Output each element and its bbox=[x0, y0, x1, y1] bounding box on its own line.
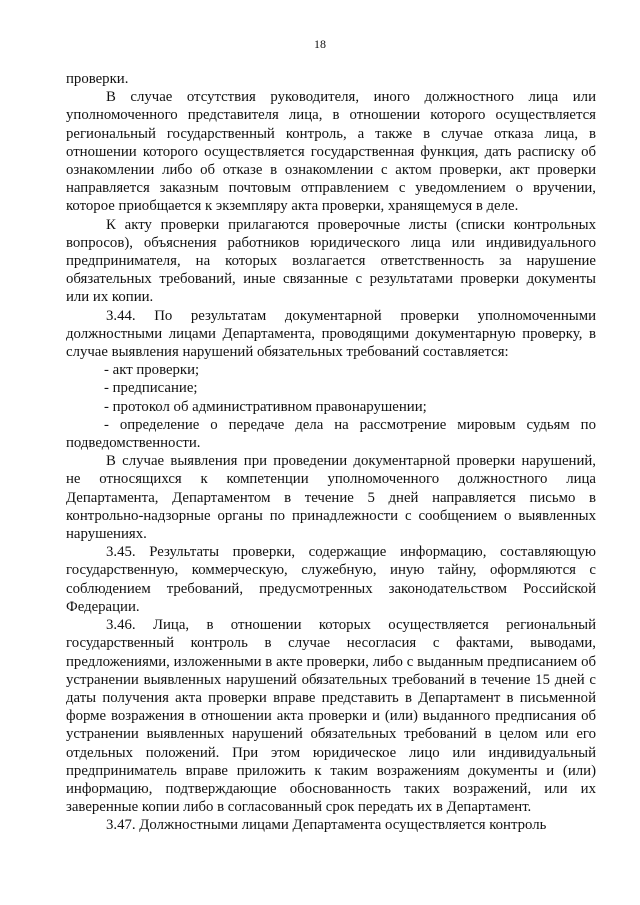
paragraph-absence-of-head: В случае отсутствия руководителя, иного должностного лица или уполномоченного представителя лица, в отношении которого осуществляется региональный государственный контроль, а также в случае отказа лица, в отношении которого осуществляется государственная функция, дать расписку об ознакомлении либо об отказе в ознакомлении с актом проверки, акт проверки направляется заказным почтовым отправлением с уведомлением о вручении, которое приобщается к экземпляру акта проверки, хранящемуся в деле. bbox=[66, 89, 596, 215]
list-item-order: - предписание; bbox=[104, 380, 198, 397]
document-body bbox=[66, 70, 596, 835]
list-item-act: - акт проверки; bbox=[104, 362, 200, 379]
list-item-court-transfer: - определение о передаче дела на рассмотрение мировым судьям по подведомственности. bbox=[66, 416, 596, 452]
page-number: 18 bbox=[314, 37, 326, 51]
paragraph-other-violations: В случае выявления при проведении документарной проверки нарушений, не относящихся к компетенции уполномоченного должностного лица Департамента, Департаментом в течение 5 дней направляется письмо в контрольно-надзорные органы по принадлежности с сообщением о выявленных нарушениях. bbox=[66, 453, 596, 543]
paragraph-3-45: 3.45. Результаты проверки, содержащие информацию, составляющую государственную, коммерческую, служебную, иную тайну, оформляются с соблюдением требований, предусмотренных законодательством Российской Федерации. bbox=[66, 544, 596, 615]
paragraph-3-44: 3.44. По результатам документарной проверки уполномоченными должностными лицами Департамента, проводящими документарную проверку, в случае выявления нарушений обязательных требований составляется: bbox=[66, 307, 596, 361]
paragraph-3-47: 3.47. Должностными лицами Департамента осуществляется контроль bbox=[106, 817, 547, 834]
paragraph-3-46: 3.46. Лица, в отношении которых осуществляется региональный государственный контроль в случае несогласия с фактами, выводами, предложениями, изложенными в акте проверки, либо с выданным предписанием об устранении выявленных нарушений обязательных требований в течение 15 дней с даты получения акта проверки вправе представить в Департамент в письменной форме возражения в отношении акта проверки и (или) выданного предписания об устранении выявленных нарушений обязательных требований в целом или его отдельных положений. При этом юридическое лицо или индивидуальный предприниматель вправе приложить к таким возражениям документы и (или) информацию, подтверждающие обоснованность таких возражений, или их заверенные копии либо в согласованный срок передать их в Департамент. bbox=[66, 617, 596, 816]
paragraph-continuation: проверки. bbox=[66, 71, 129, 87]
paragraph-attachments: К акту проверки прилагаются проверочные листы (списки контрольных вопросов), объяснения работников юридического лица или индивидуального предпринимателя, на которых возлагается ответственность за нарушение обязательных требований, иные связанные с результатами проверки документы или их копии. bbox=[66, 216, 596, 306]
list-item-protocol: - протокол об административном правонарушении; bbox=[104, 398, 427, 415]
